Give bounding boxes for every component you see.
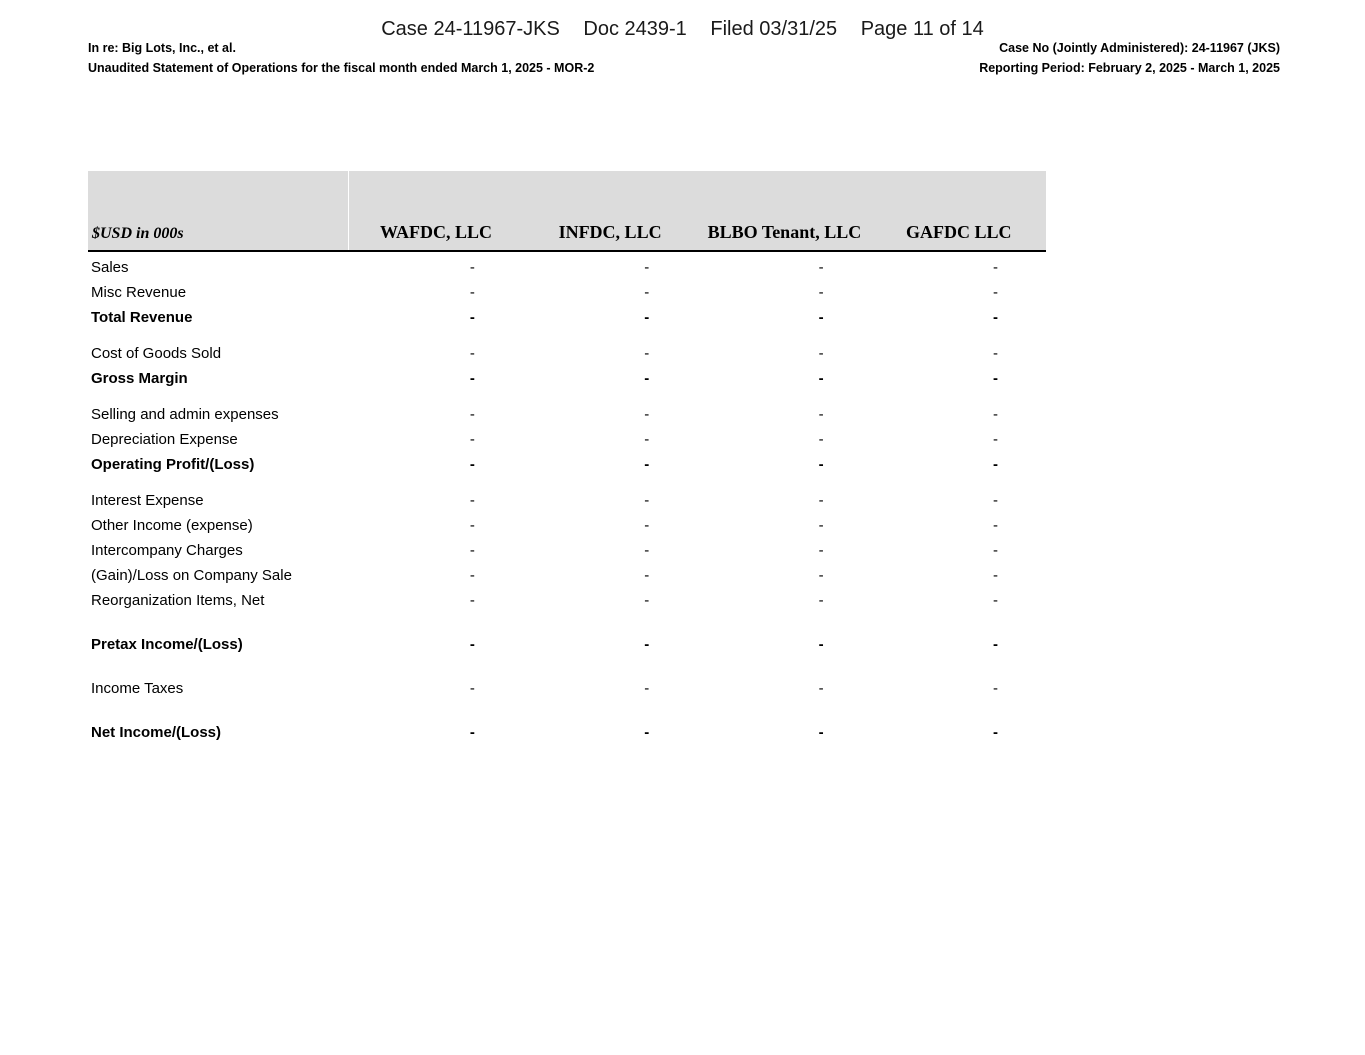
row-label: Intercompany Charges (91, 542, 243, 559)
column-header-blbo-tenant: BLBO Tenant, LLC (697, 171, 871, 251)
row-value: - (469, 370, 475, 387)
row-value: - (818, 431, 824, 448)
row-value (872, 330, 1046, 341)
row-value (349, 477, 523, 488)
table-row (88, 427, 1046, 452)
row-value: - (644, 284, 650, 301)
row-value: - (469, 284, 475, 301)
row-label: Other Income (expense) (91, 517, 253, 534)
row-value (523, 477, 697, 488)
table-spacer-row (88, 330, 1046, 341)
table-spacer-row (88, 613, 1046, 632)
table-row (88, 513, 1046, 538)
row-value: - (818, 492, 824, 509)
row-value (697, 391, 871, 402)
row-value (349, 330, 523, 341)
row-label: Cost of Goods Sold (91, 345, 222, 362)
column-header-gafdc: GAFDC LLC (872, 171, 1046, 251)
row-label: Income Taxes (91, 680, 184, 697)
row-value: - (993, 567, 998, 584)
header-row-1 (88, 38, 1280, 58)
row-value: - (644, 456, 650, 473)
row-value: - (993, 492, 998, 509)
document-header (88, 38, 1280, 78)
column-header-wafdc: WAFDC, LLC (349, 171, 523, 251)
row-value: - (644, 680, 650, 697)
row-value (523, 391, 697, 402)
row-label: Operating Profit/(Loss) (91, 456, 255, 473)
row-label: Net Income/(Loss) (91, 724, 222, 741)
row-value (349, 391, 523, 402)
report-title: Unaudited Statement of Operations for the fiscal month ended March 1, 2025 - MOR-2 (88, 61, 595, 75)
row-label: Total Revenue (91, 309, 193, 326)
reporting-period: Reporting Period: February 2, 2025 - March 1, 2025 (979, 61, 1280, 75)
row-label: Sales (91, 259, 129, 276)
table-row (88, 588, 1046, 613)
table-spacer-row (88, 391, 1046, 402)
row-value: - (818, 542, 824, 559)
row-value: - (644, 345, 650, 362)
row-value (523, 330, 697, 341)
row-value: - (818, 309, 824, 326)
table-row (88, 452, 1046, 477)
row-value: - (469, 567, 475, 584)
row-value: - (644, 259, 650, 276)
row-value: - (993, 517, 998, 534)
row-value: - (644, 542, 650, 559)
row-value: - (993, 370, 998, 387)
row-value: - (993, 309, 998, 326)
row-value: - (993, 724, 998, 741)
row-value: - (644, 517, 650, 534)
table-spacer-row (88, 657, 1046, 676)
row-value: - (993, 345, 998, 362)
table-row (88, 720, 1046, 745)
statement-of-operations (88, 171, 1046, 745)
table-row (88, 488, 1046, 513)
row-value: - (818, 592, 824, 609)
row-value (872, 391, 1046, 402)
column-header-unit: $USD in 000s (88, 171, 349, 251)
row-label: Selling and admin expenses (91, 406, 279, 423)
row-value: - (644, 431, 650, 448)
table-row (88, 632, 1046, 657)
row-value (523, 613, 697, 632)
row-value: - (469, 517, 475, 534)
table-spacer-row (88, 477, 1046, 488)
table-row (88, 341, 1046, 366)
row-value (697, 701, 871, 720)
table-row (88, 676, 1046, 701)
row-value: - (993, 456, 998, 473)
row-value: - (469, 345, 475, 362)
row-label (88, 391, 349, 402)
row-value: - (644, 636, 650, 653)
row-value: - (644, 309, 650, 326)
row-value: - (644, 370, 650, 387)
row-value: - (818, 259, 824, 276)
row-value: - (469, 309, 475, 326)
row-value: - (469, 406, 475, 423)
row-value: - (644, 724, 650, 741)
row-label: Pretax Income/(Loss) (91, 636, 243, 653)
row-value (872, 657, 1046, 676)
row-label: Reorganization Items, Net (91, 592, 265, 609)
row-value (697, 657, 871, 676)
row-value: - (469, 492, 475, 509)
row-label (88, 701, 349, 720)
row-label: Interest Expense (91, 492, 204, 509)
row-label (88, 613, 349, 632)
header-row-2 (88, 58, 1280, 78)
row-value: - (469, 456, 475, 473)
row-value: - (818, 456, 824, 473)
row-value: - (469, 592, 475, 609)
table-header (88, 171, 1046, 251)
row-value: - (993, 680, 998, 697)
row-value: - (993, 542, 998, 559)
table-header-row (88, 171, 1046, 251)
stamp-page-number: Page 11 of 14 (860, 18, 984, 40)
table-row (88, 305, 1046, 330)
row-value (872, 701, 1046, 720)
row-label: Gross Margin (91, 370, 188, 387)
row-value (523, 701, 697, 720)
table-body (88, 251, 1046, 745)
row-label: (Gain)/Loss on Company Sale (91, 567, 292, 584)
row-value (349, 701, 523, 720)
row-value: - (993, 259, 998, 276)
table-row (88, 366, 1046, 391)
row-value (349, 657, 523, 676)
row-value: - (818, 370, 824, 387)
debtor-name: In re: Big Lots, Inc., et al. (88, 41, 236, 55)
row-value: - (644, 492, 650, 509)
row-value (697, 477, 871, 488)
row-value (697, 330, 871, 341)
row-value: - (993, 431, 998, 448)
row-value: - (818, 567, 824, 584)
row-label (88, 330, 349, 341)
row-value (697, 613, 871, 632)
row-value: - (469, 680, 475, 697)
operations-table (88, 171, 1046, 745)
column-header-infdc: INFDC, LLC (523, 171, 697, 251)
row-label (88, 477, 349, 488)
row-value: - (818, 724, 824, 741)
table-row (88, 251, 1046, 280)
row-value (349, 613, 523, 632)
row-label: Misc Revenue (91, 284, 187, 301)
row-value: - (818, 517, 824, 534)
row-value: - (993, 636, 998, 653)
row-value: - (469, 636, 475, 653)
row-value: - (993, 406, 998, 423)
row-value: - (469, 259, 475, 276)
row-value: - (993, 284, 998, 301)
row-value: - (818, 406, 824, 423)
row-value: - (818, 680, 824, 697)
row-value: - (469, 724, 475, 741)
row-value (872, 477, 1046, 488)
table-spacer-row (88, 701, 1046, 720)
stamp-case-number: Case 24-11967-JKS (381, 18, 560, 40)
table-row (88, 563, 1046, 588)
table-row (88, 538, 1046, 563)
row-value (872, 613, 1046, 632)
table-row (88, 280, 1046, 305)
row-value: - (818, 345, 824, 362)
row-value: - (644, 567, 650, 584)
row-value: - (818, 636, 824, 653)
row-value: - (644, 592, 650, 609)
row-value: - (993, 592, 998, 609)
case-number-line: Case No (Jointly Administered): 24-11967 (JKS) (999, 41, 1280, 55)
row-value (523, 657, 697, 676)
stamp-doc-number: Doc 2439-1 (583, 18, 687, 40)
table-row (88, 402, 1046, 427)
row-value: - (644, 406, 650, 423)
row-value: - (818, 284, 824, 301)
row-value: - (469, 431, 475, 448)
stamp-filed-date: Filed 03/31/25 (710, 18, 838, 40)
row-label (88, 657, 349, 676)
row-label: Depreciation Expense (91, 431, 238, 448)
row-value: - (469, 542, 475, 559)
